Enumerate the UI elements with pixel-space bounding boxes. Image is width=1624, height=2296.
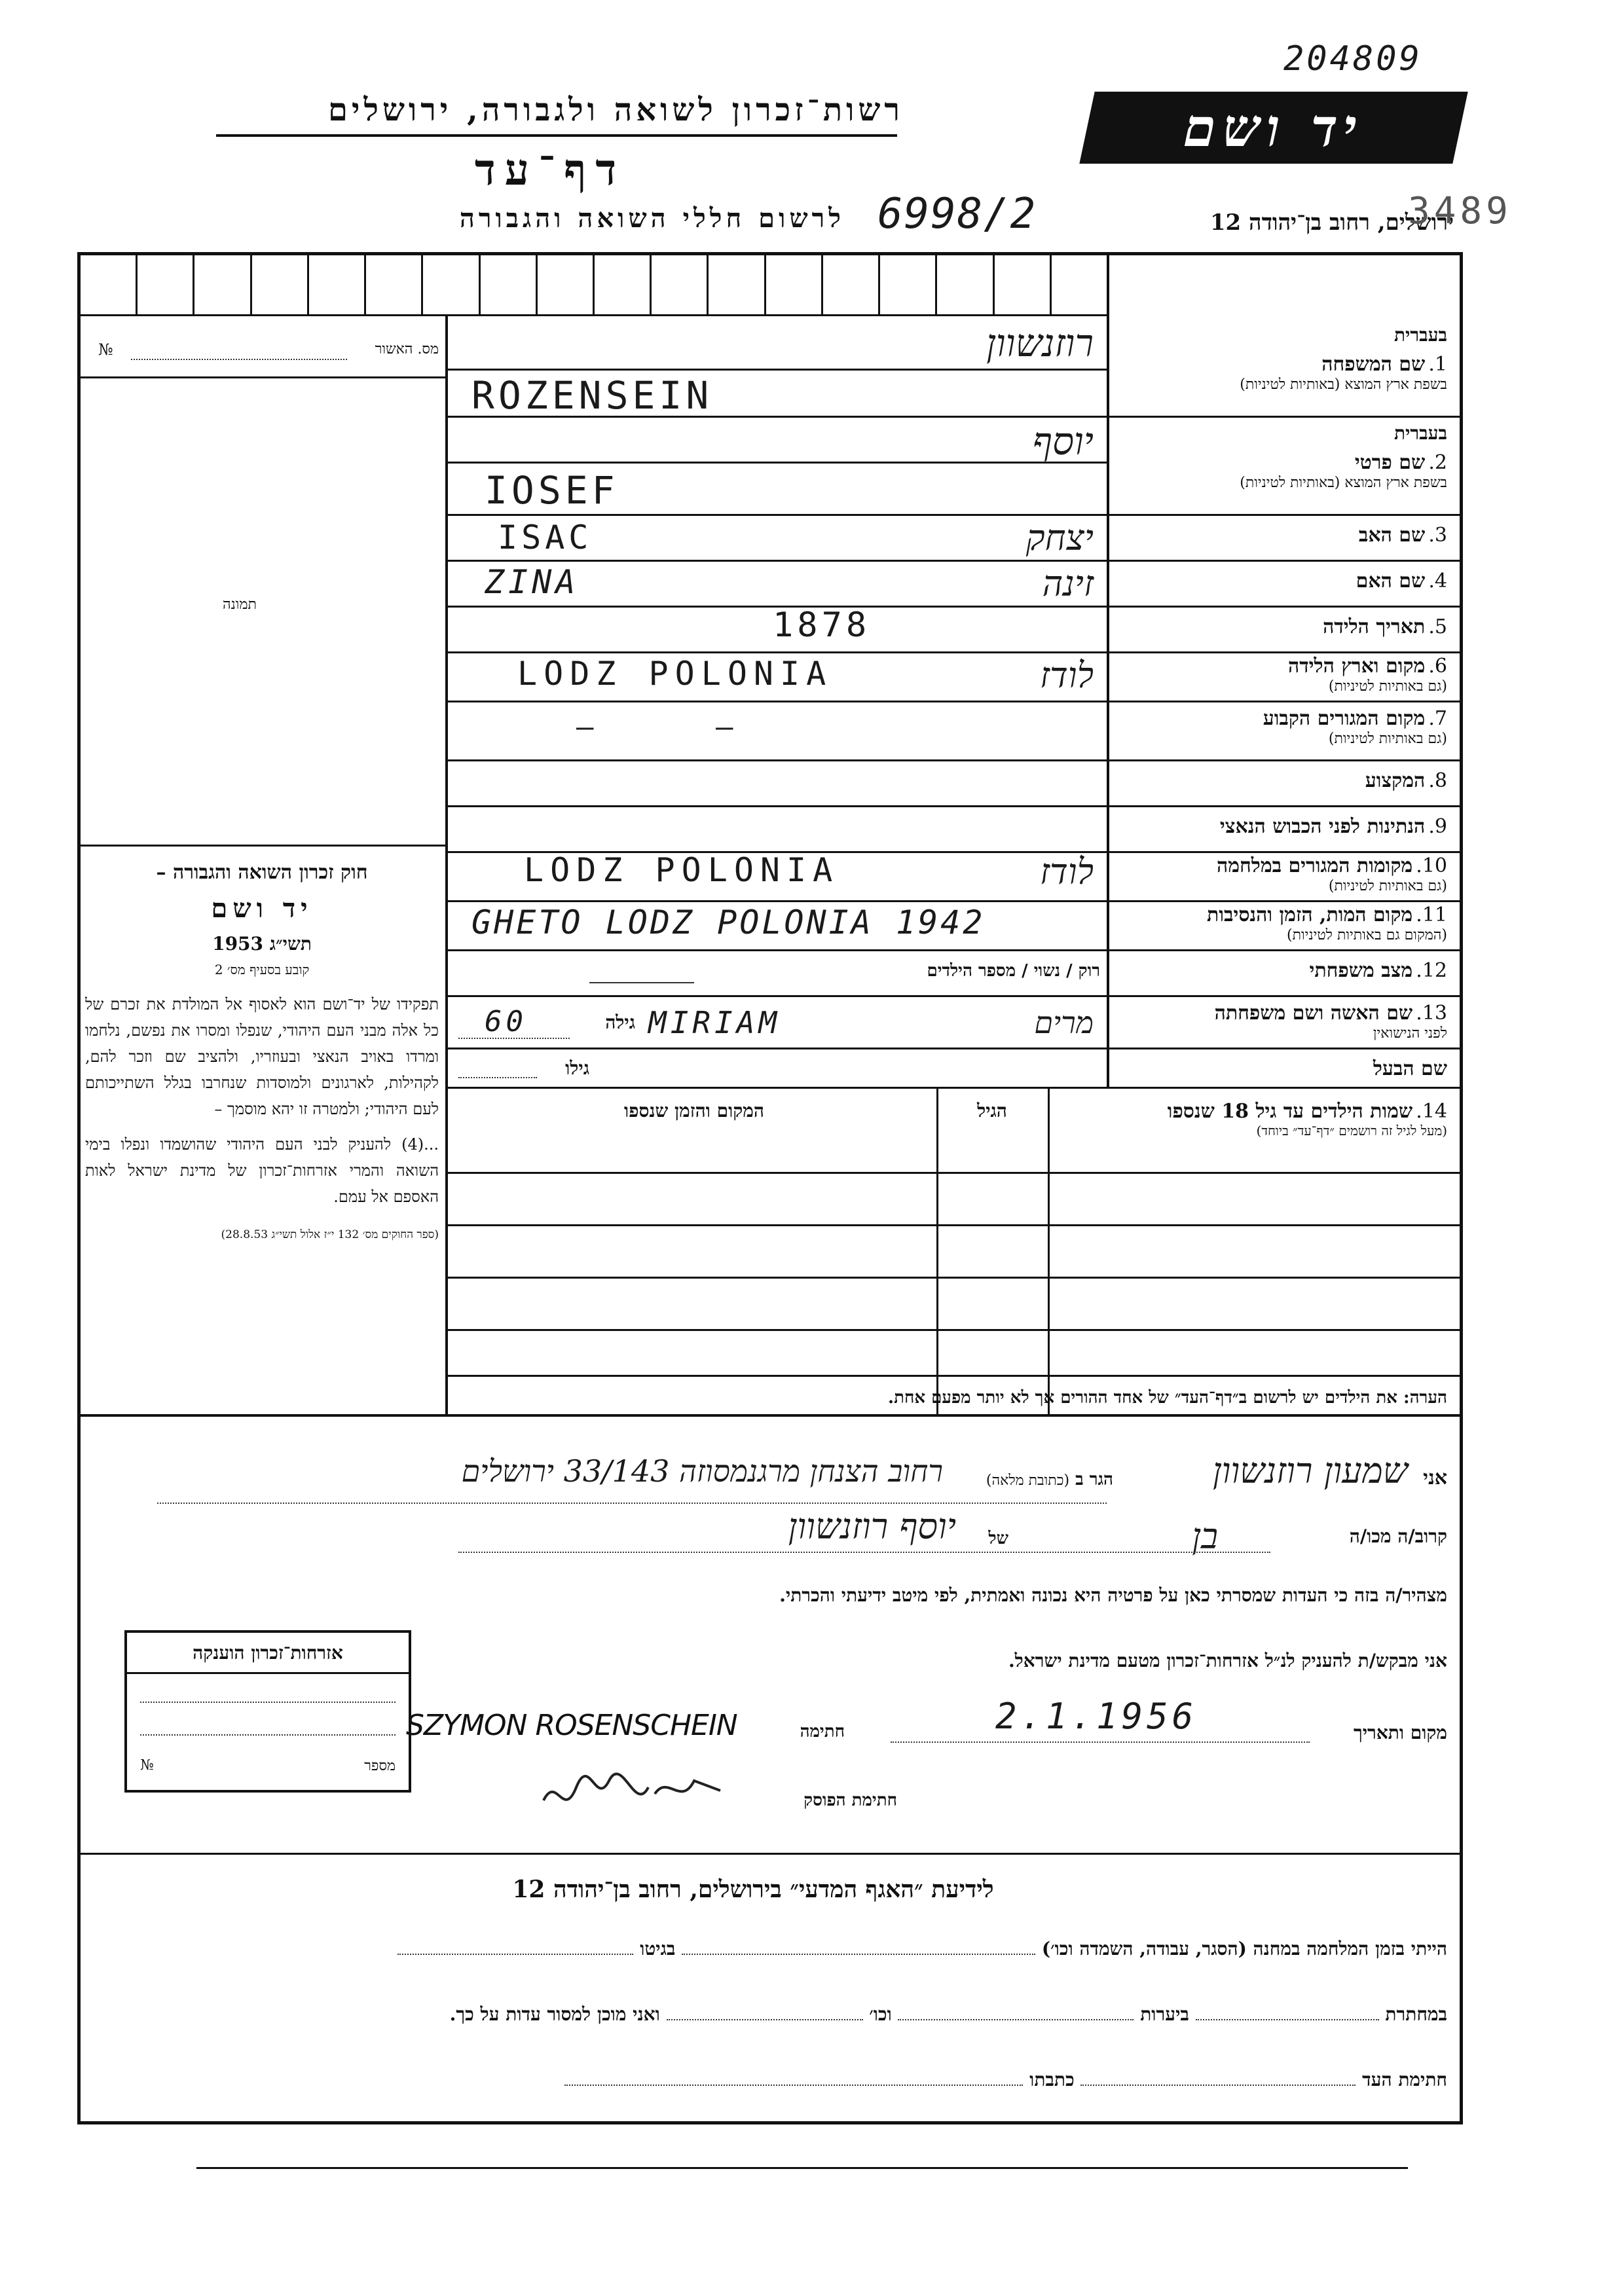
law-clause: קובע בסעיף מס׳ 2	[214, 962, 310, 977]
field-2-title: שם פרטי	[1354, 451, 1426, 474]
firstname-latin-value[interactable]: IOSEF	[485, 468, 619, 513]
husband-age-line[interactable]	[458, 1077, 537, 1078]
declarant-address-hint: (כתובת מלאה)	[986, 1472, 1070, 1489]
row-sep-2	[448, 514, 1460, 516]
children-row-5	[448, 1375, 1460, 1377]
label-column-divider	[1107, 255, 1109, 1087]
footer-line-1	[98, 1938, 1447, 1960]
field-13-title: שם האשה ושם משפחתה	[1214, 1002, 1413, 1025]
field-7-label	[1113, 707, 1447, 747]
date-value[interactable]: 2.1.1956	[995, 1696, 1198, 1737]
field-11-title: מקום המות, הזמן והנסיבות	[1207, 903, 1413, 926]
field-4-label	[1113, 570, 1447, 592]
date-line	[891, 1741, 1310, 1743]
field-1-title: שם המשפחה	[1321, 353, 1426, 376]
law-bottom-line	[81, 1414, 1460, 1417]
husband-age-label: גילו	[565, 1057, 589, 1079]
row-sep-4	[448, 606, 1460, 608]
photo-placeholder	[223, 596, 257, 613]
signature-label: חתימה	[800, 1722, 845, 1741]
field-3-title: שם האב	[1358, 524, 1426, 547]
footer-ghetto-line[interactable]	[397, 1954, 633, 1955]
death-place-value[interactable]: GHETO LODZ POLONIA 1942	[471, 903, 986, 941]
field-8-num: 8.	[1428, 769, 1447, 792]
field-6-num: 6.	[1428, 655, 1447, 678]
war-residence-hebrew-value[interactable]: לודז	[1039, 851, 1094, 892]
footer-ghetto-label: בגיטו	[640, 1938, 676, 1959]
field-7-title: מקום המגורים הקבוע	[1263, 707, 1426, 730]
certificate-symbol: №	[98, 340, 113, 359]
footer-title: לידיעת ״האגף המדעי״ בירושלים, רחוב בן־יהודה 12	[512, 1876, 994, 1903]
stamp-number: 3489	[1408, 190, 1512, 232]
field-9-title: הנתינות לפני הכבוש הנאצי	[1219, 815, 1426, 838]
row-sep-13	[448, 1048, 1460, 1049]
row-sep-8	[448, 805, 1460, 807]
certificate-number-label	[85, 340, 439, 357]
field-6-label	[1113, 655, 1447, 695]
husband-label	[1113, 1057, 1447, 1080]
footer-forest-line[interactable]	[898, 2019, 1134, 2020]
citizenship-line-2[interactable]	[140, 1734, 396, 1736]
wife-age-value[interactable]: 60	[485, 1005, 527, 1038]
children-row-3	[448, 1277, 1460, 1279]
law-source: (ספר החוקים מס׳ 132 י״ז אלול תשי״ג 28.8.53)	[221, 1228, 439, 1241]
husband-title: שם הבעל	[1373, 1057, 1447, 1080]
field-5-label	[1113, 615, 1447, 638]
form-subtitle: לרשום חללי השואה והגבורה	[459, 203, 845, 234]
wife-age-line	[458, 1038, 570, 1039]
wife-latin-value[interactable]: MIRIAM	[648, 1005, 781, 1040]
children-row-2	[448, 1224, 1460, 1226]
officer-signature-mark	[537, 1761, 733, 1820]
field-3-num: 3.	[1428, 524, 1447, 547]
row-sep-3	[448, 560, 1460, 562]
field-9-label	[1113, 815, 1447, 838]
page-bottom-rule	[196, 2167, 1408, 2169]
mother-hebrew-value[interactable]: זינה	[1042, 563, 1094, 604]
field-4-num: 4.	[1428, 570, 1447, 592]
header-underline	[216, 134, 897, 137]
field-6-hint: (גם באותיות לטיניות)	[1328, 678, 1447, 695]
children-count-line[interactable]	[589, 982, 694, 983]
row-sep-10	[448, 900, 1460, 902]
field-4-title: שם האם	[1356, 570, 1426, 592]
law-text-2: ...(4) להעניק לבני העם היהודי שהושמדו ונפלו בימי השואה והמרי אזרחות־זכרון של מדינת ישראל לאות האספם אל עמם.	[85, 1135, 439, 1206]
officer-signature-label: חתימת הפוסק	[803, 1791, 897, 1810]
code-boxes	[81, 255, 1107, 316]
father-latin-value[interactable]: ISAC	[498, 519, 593, 556]
request-text: אני מבקש/ת להעניק לנ״ל אזרחות־זכרון מטעם מדינת ישראל.	[1008, 1650, 1447, 1671]
footer-etc-label: וכו׳	[869, 2003, 892, 2025]
field-12-title: מצב משפחתי	[1309, 959, 1413, 982]
field-10-num: 10.	[1416, 854, 1447, 877]
footer-separator	[81, 1853, 1460, 1855]
certificate-number-line[interactable]	[131, 359, 347, 360]
footer-camp-label: הייתי בזמן המלחמה במחנה (הסגר, עבודה, השמדה וכו׳)	[1041, 1938, 1447, 1959]
mother-latin-value[interactable]: ZINA	[485, 563, 580, 601]
field-2-label	[1113, 422, 1447, 491]
field-10-label	[1113, 854, 1447, 894]
surname-latin-value[interactable]: ROZENSEIN	[471, 373, 713, 418]
relation-label: קרוב/ה מכו/ה	[1349, 1525, 1447, 1547]
field-1-lang: בעברית	[1393, 324, 1447, 346]
citizenship-title: אזרחות־זכרון הוענקה	[127, 1633, 409, 1674]
children-num: 14.	[1416, 1100, 1447, 1123]
field-2-num: 2.	[1428, 451, 1447, 474]
declarant-lives-label	[950, 1470, 1113, 1489]
address: ירושלים, רחוב בן־יהודה 12	[1209, 210, 1454, 236]
photo-label: תמונה	[223, 596, 257, 613]
row-sep-12	[448, 995, 1460, 997]
row-sep-1a	[448, 369, 1107, 371]
field-2-lang: בעברית	[1393, 422, 1447, 444]
footer-underground-line[interactable]	[1196, 2019, 1379, 2020]
row-sep-11	[448, 949, 1460, 951]
children-row-4	[448, 1329, 1460, 1331]
relation-of-label: של	[988, 1529, 1008, 1548]
children-note: הערה: את הילדים יש לרשום ב״דף־העד״ של אחד ההורים אך לא יותר מפעם אחת.	[888, 1388, 1447, 1408]
children-col-div-1	[1048, 1089, 1050, 1416]
relation-value[interactable]: בן	[1192, 1516, 1218, 1557]
declarant-address[interactable]: רחוב הצנחן מרגנמסוזה 33/143 ירושלים	[461, 1453, 943, 1489]
wife-hebrew-value[interactable]: מרים	[1034, 1005, 1094, 1040]
footer-line-3	[98, 2069, 1447, 2091]
citizenship-line-1[interactable]	[140, 1702, 396, 1703]
field-1-hint: בשפת ארץ המוצא (באותיות לטיניות)	[1240, 376, 1447, 393]
footer-underground-label: במחתרת	[1385, 2003, 1447, 2025]
children-row-1	[448, 1172, 1460, 1174]
field-11-num: 11.	[1416, 903, 1447, 926]
field-7-hint: (גם באותיות לטיניות)	[1328, 731, 1447, 747]
children-hint: (מעל לגיל זה רושמים ״דף־עד״ ביוחד)	[1256, 1123, 1447, 1139]
field-11-label	[1113, 903, 1447, 943]
citizenship-symbol: №	[140, 1757, 154, 1774]
family-status-text: רוק / נשוי / מספר הילדים	[927, 961, 1100, 981]
form-title: דף־עד	[474, 144, 626, 195]
footer-forest-label: ביערות	[1140, 2003, 1189, 2025]
field-1-label	[1113, 324, 1447, 393]
field-5-num: 5.	[1428, 615, 1447, 638]
signature-value[interactable]: SZYMON ROSENSCHEIN	[406, 1709, 737, 1742]
footer-address-line[interactable]	[564, 2085, 1023, 2086]
birthdate-value[interactable]: 1878	[773, 606, 871, 645]
citizenship-box	[124, 1630, 411, 1793]
residence-value[interactable]: — —	[576, 710, 786, 744]
birthplace-latin-value[interactable]: LODZ POLONIA	[517, 655, 833, 693]
row-sep-6	[448, 701, 1460, 702]
authority-title: רשות־זכרון לשואה ולגבורה, ירושלים	[327, 92, 904, 128]
field-8-title: המקצוע	[1365, 769, 1426, 792]
law-block	[85, 861, 439, 1241]
footer-camp-line[interactable]	[682, 1954, 1035, 1955]
footer-testify-text: ואני מוכן למסור עדות על כך.	[449, 2003, 660, 2025]
declarant-address-line	[157, 1503, 1107, 1504]
surname-hebrew-value[interactable]: רוזנשוון	[986, 321, 1094, 365]
relation-of-name[interactable]: יוסף רוזנשוון	[788, 1506, 956, 1547]
field-10-title: מקומות המגורים במלחמה	[1217, 854, 1413, 877]
law-name: יד ושם	[211, 893, 313, 924]
law-year: תשי״ג 1953	[212, 933, 312, 955]
field-5-title: תאריך הלידה	[1323, 615, 1426, 638]
yad-vashem-logo	[1079, 92, 1467, 164]
officer-signature-scribble	[537, 1761, 733, 1820]
field-13-hint: לפני הנישואין	[1373, 1025, 1447, 1042]
law-text-1: תפקידו של יד־ושם הוא לאסוף אל המולדת את זכרם של כל אלה מבני העם היהודי, שנפלו ומסרו את נפשם, נלחמו ומרדו באויב הנאצי ובעוזריו, ולהציב שם וזכר להם, לקהילות, לארגונים ולמוסדות שנחרבו בגלל השתייכותם לעם היהודי; ולמטרה זו יהא מוסמך –	[85, 995, 439, 1118]
children-title: שמות הילדים עד גיל 18 שנספו	[1167, 1100, 1413, 1123]
field-2-hint: בשפת ארץ המוצא (באותיות לטיניות)	[1240, 475, 1447, 491]
left-column-divider	[445, 314, 448, 1414]
field-12-num: 12.	[1416, 959, 1447, 982]
father-hebrew-value[interactable]: יצחק	[1025, 517, 1094, 558]
children-header	[1054, 1100, 1447, 1139]
field-9-num: 9.	[1428, 815, 1447, 838]
relation-line	[458, 1552, 1270, 1553]
declarant-lives-at: הגר ב	[1075, 1470, 1113, 1489]
field-12-label	[1113, 959, 1447, 982]
photo-bottom-line	[81, 845, 445, 847]
children-place-header: המקום והזמן שנספו	[624, 1100, 764, 1121]
page-number: 6998/2	[877, 190, 1037, 238]
logo-text: יד ושם	[1177, 97, 1371, 158]
field-10-hint: (גם באותיות לטיניות)	[1328, 878, 1447, 894]
citizenship-number-label: מספר	[364, 1758, 396, 1774]
place-date-label: מקום ותאריך	[1353, 1722, 1447, 1743]
footer-address-label: כתבתו	[1029, 2069, 1075, 2090]
field-7-num: 7.	[1428, 707, 1447, 730]
row-sep-5	[448, 651, 1460, 653]
children-col-div-2	[936, 1089, 938, 1416]
field-13-label	[1113, 1002, 1447, 1042]
declarant-name[interactable]: שמעון רוזנשוון	[1212, 1450, 1408, 1491]
archive-number: 204809	[1283, 39, 1422, 79]
firstname-hebrew-value[interactable]: יוסף	[1032, 419, 1094, 464]
field-8-label	[1113, 769, 1447, 792]
row-sep-husband	[448, 1087, 1460, 1089]
family-status-options[interactable]	[688, 961, 1100, 981]
footer-witness-sign-label: חתימת העד	[1362, 2069, 1447, 2090]
war-residence-latin-value[interactable]: LODZ POLONIA	[524, 851, 840, 889]
field-6-title: מקום וארץ הלידה	[1287, 655, 1426, 678]
law-title: חוק זכרון השואה והגבורה –	[156, 861, 368, 884]
children-age-header: הגיל	[977, 1100, 1007, 1121]
footer-line-2	[98, 2003, 1447, 2026]
row-sep-7	[448, 759, 1460, 761]
declarant-prefix: אני	[1423, 1467, 1447, 1489]
birthplace-hebrew-value[interactable]: לודז	[1039, 655, 1094, 696]
field-11-hint: (המקום גם באותיות לטיניות)	[1287, 927, 1447, 943]
certificate-row-line	[81, 376, 445, 378]
field-1-num: 1.	[1428, 353, 1447, 376]
declaration-text: מצהיר/ה בזה כי העדות שמסרתי כאן על פרטיה היא נכונה ואמתית, לפי מיטב ידיעתי והכרתי.	[779, 1584, 1447, 1606]
field-13-num: 13.	[1416, 1002, 1447, 1025]
certificate-label-text: מס. האשור	[375, 341, 439, 357]
footer-etc-line[interactable]	[667, 2019, 863, 2020]
wife-age-label: גילה	[605, 1011, 635, 1033]
field-3-label	[1113, 524, 1447, 547]
footer-witness-sign-line[interactable]	[1080, 2085, 1356, 2086]
